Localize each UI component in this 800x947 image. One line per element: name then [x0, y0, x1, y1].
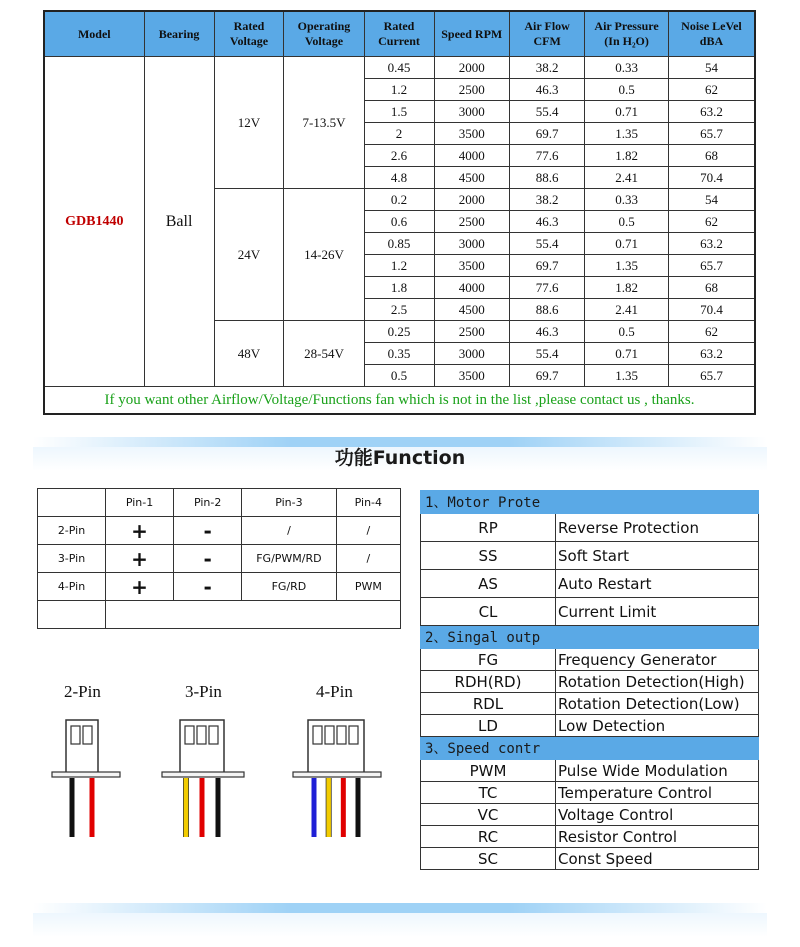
spec-cell: 2.41 [585, 299, 669, 321]
function-desc: Current Limit [556, 598, 759, 626]
connector-slot [313, 726, 322, 744]
spec-cell: 69.7 [509, 255, 584, 277]
bottom-banner [33, 903, 767, 937]
spec-cell: 70.4 [668, 299, 755, 321]
spec-cell: 46.3 [509, 79, 584, 101]
spec-header-5: Rated Current [364, 11, 434, 57]
pin-cell: - [174, 517, 242, 545]
rated-voltage-cell: 24V [214, 189, 284, 321]
connector-label-3pin: 3-Pin [185, 682, 222, 701]
spec-cell: 1.35 [585, 123, 669, 145]
function-desc: Reverse Protection [556, 514, 759, 542]
spec-header-3: Rated Voltage [214, 11, 284, 57]
function-row [421, 570, 759, 598]
model-cell: GDB1440 [44, 57, 144, 387]
pin-cell: - [174, 545, 242, 573]
spec-header-7: Air Flow CFM [509, 11, 584, 57]
function-row [421, 671, 759, 693]
spec-cell: 69.7 [509, 123, 584, 145]
spec-cell: 3000 [434, 233, 509, 255]
operating-voltage-cell: 14-26V [284, 189, 364, 321]
pin-blank-cell [38, 601, 106, 629]
bearing-cell: Ball [144, 57, 214, 387]
table-row [44, 57, 755, 79]
spec-header-4: Operating Voltage [284, 11, 364, 57]
function-desc: Pulse Wide Modulation [556, 760, 759, 782]
spec-cell: 2500 [434, 79, 509, 101]
pin-cell: + [106, 517, 174, 545]
spec-cell: 1.2 [364, 255, 434, 277]
pin-row [38, 517, 401, 545]
function-row [421, 598, 759, 626]
connector-slot [185, 726, 194, 744]
function-section-title: 1、Motor Prote [421, 491, 759, 514]
spec-cell: 4000 [434, 145, 509, 167]
function-row [421, 848, 759, 870]
connector-slot [325, 726, 334, 744]
spec-cell: 2500 [434, 321, 509, 343]
spec-cell: 0.25 [364, 321, 434, 343]
pin-type: 4-Pin [38, 573, 106, 601]
connector-slot [197, 726, 206, 744]
function-row [421, 782, 759, 804]
spec-cell: 68 [668, 277, 755, 299]
connector-slot [209, 726, 218, 744]
spec-cell: 3500 [434, 255, 509, 277]
function-code: RDH(RD) [421, 671, 556, 693]
pin-type: 3-Pin [38, 545, 106, 573]
spec-cell: 0.5 [585, 211, 669, 233]
pin-row [38, 545, 401, 573]
operating-voltage-cell: 28-54V [284, 321, 364, 387]
spec-cell: 88.6 [509, 299, 584, 321]
pin-cell: FG/RD [242, 573, 336, 601]
pin-header: Pin-4 [336, 489, 400, 517]
function-section-header [421, 737, 759, 760]
function-section-title: 3、Speed contr [421, 737, 759, 760]
spec-cell: 54 [668, 189, 755, 211]
spec-cell: 2.41 [585, 167, 669, 189]
spec-cell: 1.82 [585, 277, 669, 299]
function-row [421, 804, 759, 826]
function-desc: Low Detection [556, 715, 759, 737]
spec-cell: 0.33 [585, 189, 669, 211]
spec-cell: 88.6 [509, 167, 584, 189]
pin-header [38, 489, 106, 517]
spec-table [43, 10, 756, 415]
pin-table [37, 488, 401, 629]
function-title: 功能Function [334, 447, 466, 469]
function-row [421, 542, 759, 570]
spec-cell: 0.35 [364, 343, 434, 365]
function-section-title: 2、Singal outp [421, 626, 759, 649]
function-row [421, 715, 759, 737]
function-desc: Frequency Generator [556, 649, 759, 671]
spec-cell: 2500 [434, 211, 509, 233]
function-code: AS [421, 570, 556, 598]
spec-cell: 46.3 [509, 321, 584, 343]
function-code: SC [421, 848, 556, 870]
spec-cell: 0.33 [585, 57, 669, 79]
function-row [421, 826, 759, 848]
pin-header: Pin-2 [174, 489, 242, 517]
pin-header-row [38, 489, 401, 517]
function-code: PWM [421, 760, 556, 782]
spec-cell: 0.2 [364, 189, 434, 211]
function-desc: Auto Restart [556, 570, 759, 598]
spec-cell: 68 [668, 145, 755, 167]
function-row [421, 693, 759, 715]
function-code: RP [421, 514, 556, 542]
pin-cell: / [242, 517, 336, 545]
pin-cell: FG/PWM/RD [242, 545, 336, 573]
spec-body [44, 57, 755, 415]
spec-cell: 1.35 [585, 255, 669, 277]
function-code: CL [421, 598, 556, 626]
spec-cell: 65.7 [668, 123, 755, 145]
pin-header: Pin-3 [242, 489, 336, 517]
pin-cell: + [106, 573, 174, 601]
function-code: SS [421, 542, 556, 570]
function-code: TC [421, 782, 556, 804]
spec-cell: 1.82 [585, 145, 669, 167]
spec-cell: 70.4 [668, 167, 755, 189]
spec-cell: 63.2 [668, 101, 755, 123]
spec-cell: 0.71 [585, 343, 669, 365]
spec-cell: 38.2 [509, 189, 584, 211]
function-code: FG [421, 649, 556, 671]
function-code: LD [421, 715, 556, 737]
spec-cell: 4500 [434, 299, 509, 321]
spec-header-row [44, 11, 755, 57]
spec-cell: 2 [364, 123, 434, 145]
pin-blank-cell [106, 601, 401, 629]
function-desc: Voltage Control [556, 804, 759, 826]
spec-cell: 2000 [434, 57, 509, 79]
function-row [421, 760, 759, 782]
function-desc: Const Speed [556, 848, 759, 870]
spec-cell: 62 [668, 211, 755, 233]
pin-row [38, 573, 401, 601]
function-section-header [421, 626, 759, 649]
spec-cell: 69.7 [509, 365, 584, 387]
pin-cell: - [174, 573, 242, 601]
function-desc: Rotation Detection(Low) [556, 693, 759, 715]
connector-slot [71, 726, 80, 744]
spec-cell: 1.5 [364, 101, 434, 123]
rated-voltage-cell: 48V [214, 321, 284, 387]
pin-blank-row [38, 601, 401, 629]
spec-cell: 55.4 [509, 101, 584, 123]
spec-cell: 77.6 [509, 145, 584, 167]
spec-cell: 2.5 [364, 299, 434, 321]
spec-header-1: Model [44, 11, 144, 57]
connector-slot [337, 726, 346, 744]
connector-base [162, 772, 244, 777]
connector-drawings [40, 700, 390, 845]
spec-cell: 63.2 [668, 233, 755, 255]
spec-cell: 3000 [434, 101, 509, 123]
spec-cell: 3500 [434, 123, 509, 145]
spec-cell: 2.6 [364, 145, 434, 167]
spec-header-2: Bearing [144, 11, 214, 57]
spec-cell: 0.5 [585, 321, 669, 343]
spec-cell: 1.35 [585, 365, 669, 387]
pin-header: Pin-1 [106, 489, 174, 517]
spec-cell: 77.6 [509, 277, 584, 299]
connector-base [52, 772, 120, 777]
connector-label-4pin: 4-Pin [316, 682, 353, 701]
spec-cell: 2000 [434, 189, 509, 211]
spec-cell: 65.7 [668, 365, 755, 387]
function-code: RC [421, 826, 556, 848]
spec-cell: 62 [668, 79, 755, 101]
spec-cell: 1.2 [364, 79, 434, 101]
spec-cell: 65.7 [668, 255, 755, 277]
function-desc: Rotation Detection(High) [556, 671, 759, 693]
spec-header-6: Speed RPM [434, 11, 509, 57]
connector-slot [83, 726, 92, 744]
spec-cell: 0.6 [364, 211, 434, 233]
spec-cell: 0.45 [364, 57, 434, 79]
connector-label-2pin: 2-Pin [64, 682, 101, 701]
function-desc: Resistor Control [556, 826, 759, 848]
spec-cell: 0.71 [585, 101, 669, 123]
pin-cell: + [106, 545, 174, 573]
spec-cell: 0.71 [585, 233, 669, 255]
spec-cell: 0.85 [364, 233, 434, 255]
contact-note: If you want other Airflow/Voltage/Functions fan which is not in the list ,please contact us , thanks. [44, 387, 755, 415]
function-legend-table [420, 490, 759, 870]
spec-cell: 46.3 [509, 211, 584, 233]
spec-cell: 54 [668, 57, 755, 79]
spec-cell: 3000 [434, 343, 509, 365]
spec-cell: 3500 [434, 365, 509, 387]
rated-voltage-cell: 12V [214, 57, 284, 189]
spec-cell: 0.5 [585, 79, 669, 101]
spec-cell: 55.4 [509, 343, 584, 365]
spec-cell: 1.8 [364, 277, 434, 299]
note-row [44, 387, 755, 415]
spec-cell: 55.4 [509, 233, 584, 255]
spec-cell: 0.5 [364, 365, 434, 387]
function-desc: Temperature Control [556, 782, 759, 804]
pin-cell: / [336, 517, 400, 545]
pin-cell: PWM [336, 573, 400, 601]
spec-cell: 4000 [434, 277, 509, 299]
function-row [421, 514, 759, 542]
pin-type: 2-Pin [38, 517, 106, 545]
spec-cell: 4500 [434, 167, 509, 189]
spec-cell: 62 [668, 321, 755, 343]
spec-cell: 38.2 [509, 57, 584, 79]
spec-header-8: Air Pressure (In H₂O) [585, 11, 669, 57]
spec-cell: 63.2 [668, 343, 755, 365]
operating-voltage-cell: 7-13.5V [284, 57, 364, 189]
connector-slot [349, 726, 358, 744]
function-desc: Soft Start [556, 542, 759, 570]
function-code: RDL [421, 693, 556, 715]
function-code: VC [421, 804, 556, 826]
connector-base [293, 772, 381, 777]
function-row [421, 649, 759, 671]
function-section-header [421, 491, 759, 514]
spec-cell: 4.8 [364, 167, 434, 189]
spec-header-9: Noise LeVel dBA [668, 11, 755, 57]
pin-cell: / [336, 545, 400, 573]
